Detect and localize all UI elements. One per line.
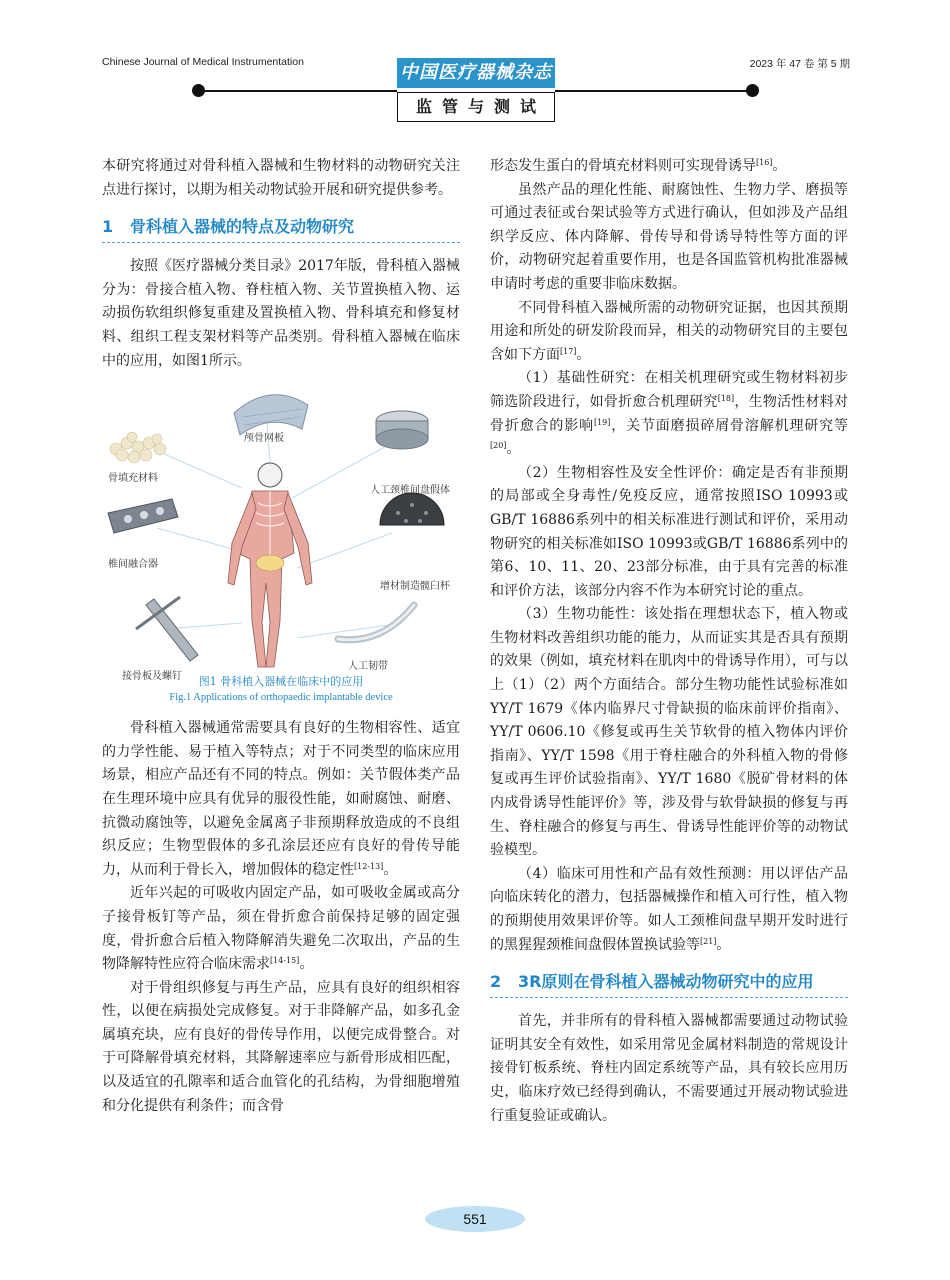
section-title: 骨科植入器械的特点及动物研究 — [130, 217, 355, 237]
figure-caption-zh: 图1 骨科植入器械在临床中的应用 — [198, 675, 364, 689]
figure-1 — [102, 383, 460, 703]
paragraph: 首先，并非所有的骨科植入器械都需要通过动物试验证明其安全有效性，如采用常见金属材料制造的常规设计接骨钉板系统、脊柱内固定系统等产品，具有较长应用历史，临床疗效已经得到确认，不需要通过开展动物试验进行重复验证或确认。 — [490, 1013, 848, 1124]
section-number: 2 — [490, 972, 502, 992]
section-heading-1 — [102, 215, 460, 243]
paragraph: （1）基础性研究：在相关机理研究或生物材料初步筛选阶段进行，如骨折愈合机理研究[18]，生物活性材料对骨折愈合的影响[19]，关节面磨损碎屑骨溶解机理研究等[20]。 — [490, 370, 849, 458]
left-column — [102, 155, 460, 1118]
section-label: 监管与测试 — [397, 92, 555, 122]
paragraph: 对于骨组织修复与再生产品，应具有良好的组织相容性，以便在病损处完成修复。对于非降解产品，如多孔金属填充块，应有良好的骨传导作用，以便完成骨整合。对于可降解骨填充材料，其降解速率应与新骨形成相匹配，以及适宜的孔隙率和适合血管化的孔结构，为骨细胞增殖和分化提供有利条件；而含骨 — [102, 979, 460, 1114]
ligament-image — [338, 605, 414, 640]
label-fusion-cage: 椎间融合器 — [108, 559, 158, 571]
right-column — [490, 155, 848, 1128]
cervical-disc-image — [376, 411, 428, 449]
header-dot-right — [746, 84, 759, 97]
paragraph: （3）生物功能性：该处指在理想状态下，植入物或生物材料改善组织功能的能力，从而证实其是否具有预期的效果（例如，填充材料在肌肉中的骨诱导作用），可与以上（1）（2）两个方面结合。部分生物功能性试验标准如YY/T 1679《体内临界尺寸骨缺损的临床前评价指南》、YY/T 0606.10《修复或再生关节软骨的植入物体内评价指南》、YY/T 1598《用于脊柱融合的外科植入物的骨修复或再生评价试验指南》、YY/T 1680《脱矿骨材料的体内成骨诱导性能评价》等，涉及骨与软骨缺损的修复与再生、脊柱融合的修复与再生、骨诱导性能评价等的动物试验模型。 — [490, 606, 848, 859]
paragraph: 按照《医疗器械分类目录》2017年版，骨科植入器械分为：骨接合植入物、脊柱植入物、关节置换植入物、运动损伤软组织修复重建及置换植入物、骨科填充和修复材料、组织工程支架材料等产品类别。骨科植入器械在临床中的应用，如图1所示。 — [102, 258, 460, 369]
label-skull-mesh: 颅骨网板 — [244, 433, 284, 445]
page-number: 551 — [425, 1206, 525, 1232]
paragraph: 形态发生蛋白的骨填充材料则可实现骨诱导[16]。 — [490, 158, 787, 174]
header-rule-right — [555, 90, 753, 92]
header-dot-left — [192, 84, 205, 97]
citation: [17] — [560, 346, 577, 356]
citation: [21] — [700, 936, 717, 946]
paragraph: 不同骨科植入器械所需的动物研究证据，也因其预期用途和所处的研发阶段而异，相关的动物研究目的主要包含如下方面[17]。 — [490, 299, 848, 363]
paragraph: 本研究将通过对骨科植入器械和生物材料的动物研究关注点进行探讨，以期为相关动物试验开展和研究提供参考。 — [102, 158, 460, 198]
bone-filler-image — [110, 432, 166, 463]
paragraph: （4）临床可用性和产品有效性预测：用以评估产品向临床转化的潜力，包括器械操作和植入可行性，植入物的预期使用效果评价等。如人工颈椎间盘早期开发时进行的黑猩猩颈椎间盘假体置换试验等[21]。 — [490, 865, 848, 953]
label-cervical-disc: 人工颈椎间盘假体 — [370, 485, 450, 497]
paragraph: 骨科植入器械通常需要具有良好的生物相容性、适宜的力学性能、易于植入等特点；对于不同类型的临床应用场景，相应产品还有不同的特点。例如：关节假体类产品在生理环境中应具有优异的服役性能，如耐腐蚀、耐磨、抗微动腐蚀等，以避免金属离子非预期释放造成的不良组织反应；生物型假体的多孔涂层还应有良好的骨传导能力，从而利于骨长入，增加假体的稳定性[12-13]。 — [102, 720, 460, 878]
paragraph: 近年兴起的可吸收内固定产品，如可吸收金属或高分子接骨板钉等产品，须在骨折愈合前保持足够的固定强度，骨折愈合后植入物降解消失避免二次取出，产品的生物降解特性应符合临床需求[14-15]。 — [102, 885, 460, 973]
journal-logo: 中国医疗器械杂志 — [397, 58, 555, 88]
fusion-cage-image — [108, 499, 178, 533]
citation: [16] — [756, 158, 773, 167]
citation: [18] — [717, 393, 735, 403]
issue-info: 2023 年 47 卷 第 5 期 — [749, 58, 850, 70]
citation: [12-13] — [354, 861, 384, 871]
section-title: 3R原则在骨科植入器械动物研究中的应用 — [518, 972, 814, 992]
bone-plate-image — [136, 597, 198, 661]
paragraph: （2）生物相容性及安全性评价：确定是否有非预期的局部或全身毒性/免疫反应，通常按照ISO 10993或GB/T 16886系列中的相关标准进行测试和评价，采用动物研究的相关标准如ISO 10993或GB/T 16886系列中的第6、10、11、20、23部分标准，由于具有完善的标准和评价方法，该部分内容不作为本研究讨论的重点。 — [490, 464, 848, 599]
label-ligament: 人工韧带 — [348, 661, 388, 673]
citation: [14-15] — [270, 956, 300, 966]
citation: [20] — [490, 441, 507, 451]
paragraph: 虽然产品的理化性能、耐腐蚀性、生物力学、磨损等可通过表征或台架试验等方式进行确认，但如涉及产品组织学反应、体内降解、骨传导和骨诱导特性等方面的评价，动物研究起着重要作用，也是各国监管机构批准器械申请时考虑的重要非临床数据。 — [490, 181, 848, 292]
label-bone-filler: 骨填充材料 — [108, 473, 158, 485]
citation: [19] — [593, 417, 611, 427]
figure-caption-en: Fig.1 Applications of orthopaedic implantable device — [169, 692, 393, 704]
label-plate-screw: 接骨板及螺钉 — [122, 671, 182, 683]
journal-name-en: Chinese Journal of Medical Instrumentation — [102, 56, 304, 68]
section-number: 1 — [102, 217, 114, 237]
header-rule-left — [198, 90, 397, 92]
section-heading-2 — [490, 970, 848, 998]
label-acetabular-cup: 增材制造髋臼杯 — [380, 581, 450, 593]
